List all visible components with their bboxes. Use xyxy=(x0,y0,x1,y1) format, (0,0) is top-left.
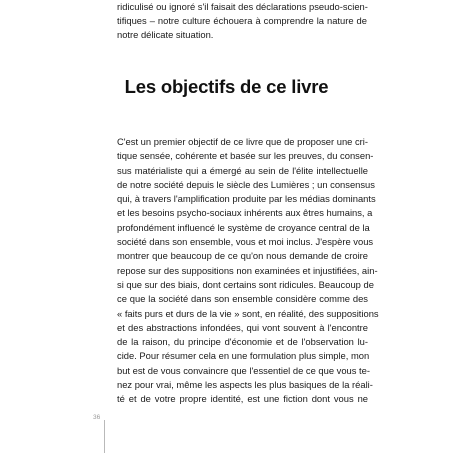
text-line: profondément influencé le système de croyance central de la xyxy=(117,221,370,233)
text-line: si que sur des biais, dont certains sont ridicules. Beaucoup de xyxy=(117,278,374,290)
text-line: notre délicate situation. xyxy=(117,29,214,40)
text-line: société dans son ensemble, vous et moi inclus. J'espère vous xyxy=(117,236,374,248)
text-line: ce que la société dans son ensemble considère comme des xyxy=(117,293,368,305)
text-line: ridiculisé ou ignoré s'il faisait des déclarations pseudo-scien- xyxy=(117,1,368,12)
section-title: Les objectifs de ce livre xyxy=(124,76,329,97)
text-line: but est de vous convaincre que l'essentiel de ce que vous te- xyxy=(117,364,370,376)
text-line: tique sensée, cohérente et basée sur les preuves, du consen- xyxy=(117,150,374,162)
text-line: té et de votre propre identité, est une fiction dont vous ne xyxy=(117,393,368,405)
text-line: et des abstractions infondées, qui vont souvent à l'encontre xyxy=(117,321,368,333)
page-number: 36 xyxy=(93,414,101,421)
text-line: nez pour vrai, même les aspects les plus basiques de la réali- xyxy=(117,379,373,391)
text-line: repose sur des suppositions non examinées et injustifiées, ain- xyxy=(117,264,378,276)
text-line: et les besoins psycho-sociaux inhérents aux êtres humains, a xyxy=(117,207,373,219)
text-line: qui, à travers l'amplification produite par les médias dominants xyxy=(117,193,376,205)
text-line: de la raison, du principe d'économie et de l'observation lu- xyxy=(117,336,368,348)
body-paragraph xyxy=(117,135,379,407)
text-line: « faits purs et durs de la vie » sont, en réalité, des suppositions xyxy=(117,307,379,319)
text-line: sus matérialiste qui a émergé au sein de l'élite intellectuelle xyxy=(117,164,368,176)
preceding-paragraph xyxy=(117,0,367,42)
text-line: de notre société depuis le siècle des Lumières ; un consensus xyxy=(117,178,375,190)
text-line: tifiques – notre culture échouera à comprendre la nature de xyxy=(117,15,367,26)
margin-rule xyxy=(104,420,105,453)
text-line: C'est un premier objectif de ce livre que de proposer une cri- xyxy=(117,136,368,147)
text-line: montrer que beaucoup de ce qu'on nous demande de croire xyxy=(117,250,368,262)
text-line: cide. Pour résumer cela en une formulation plus simple, mon xyxy=(117,350,370,362)
